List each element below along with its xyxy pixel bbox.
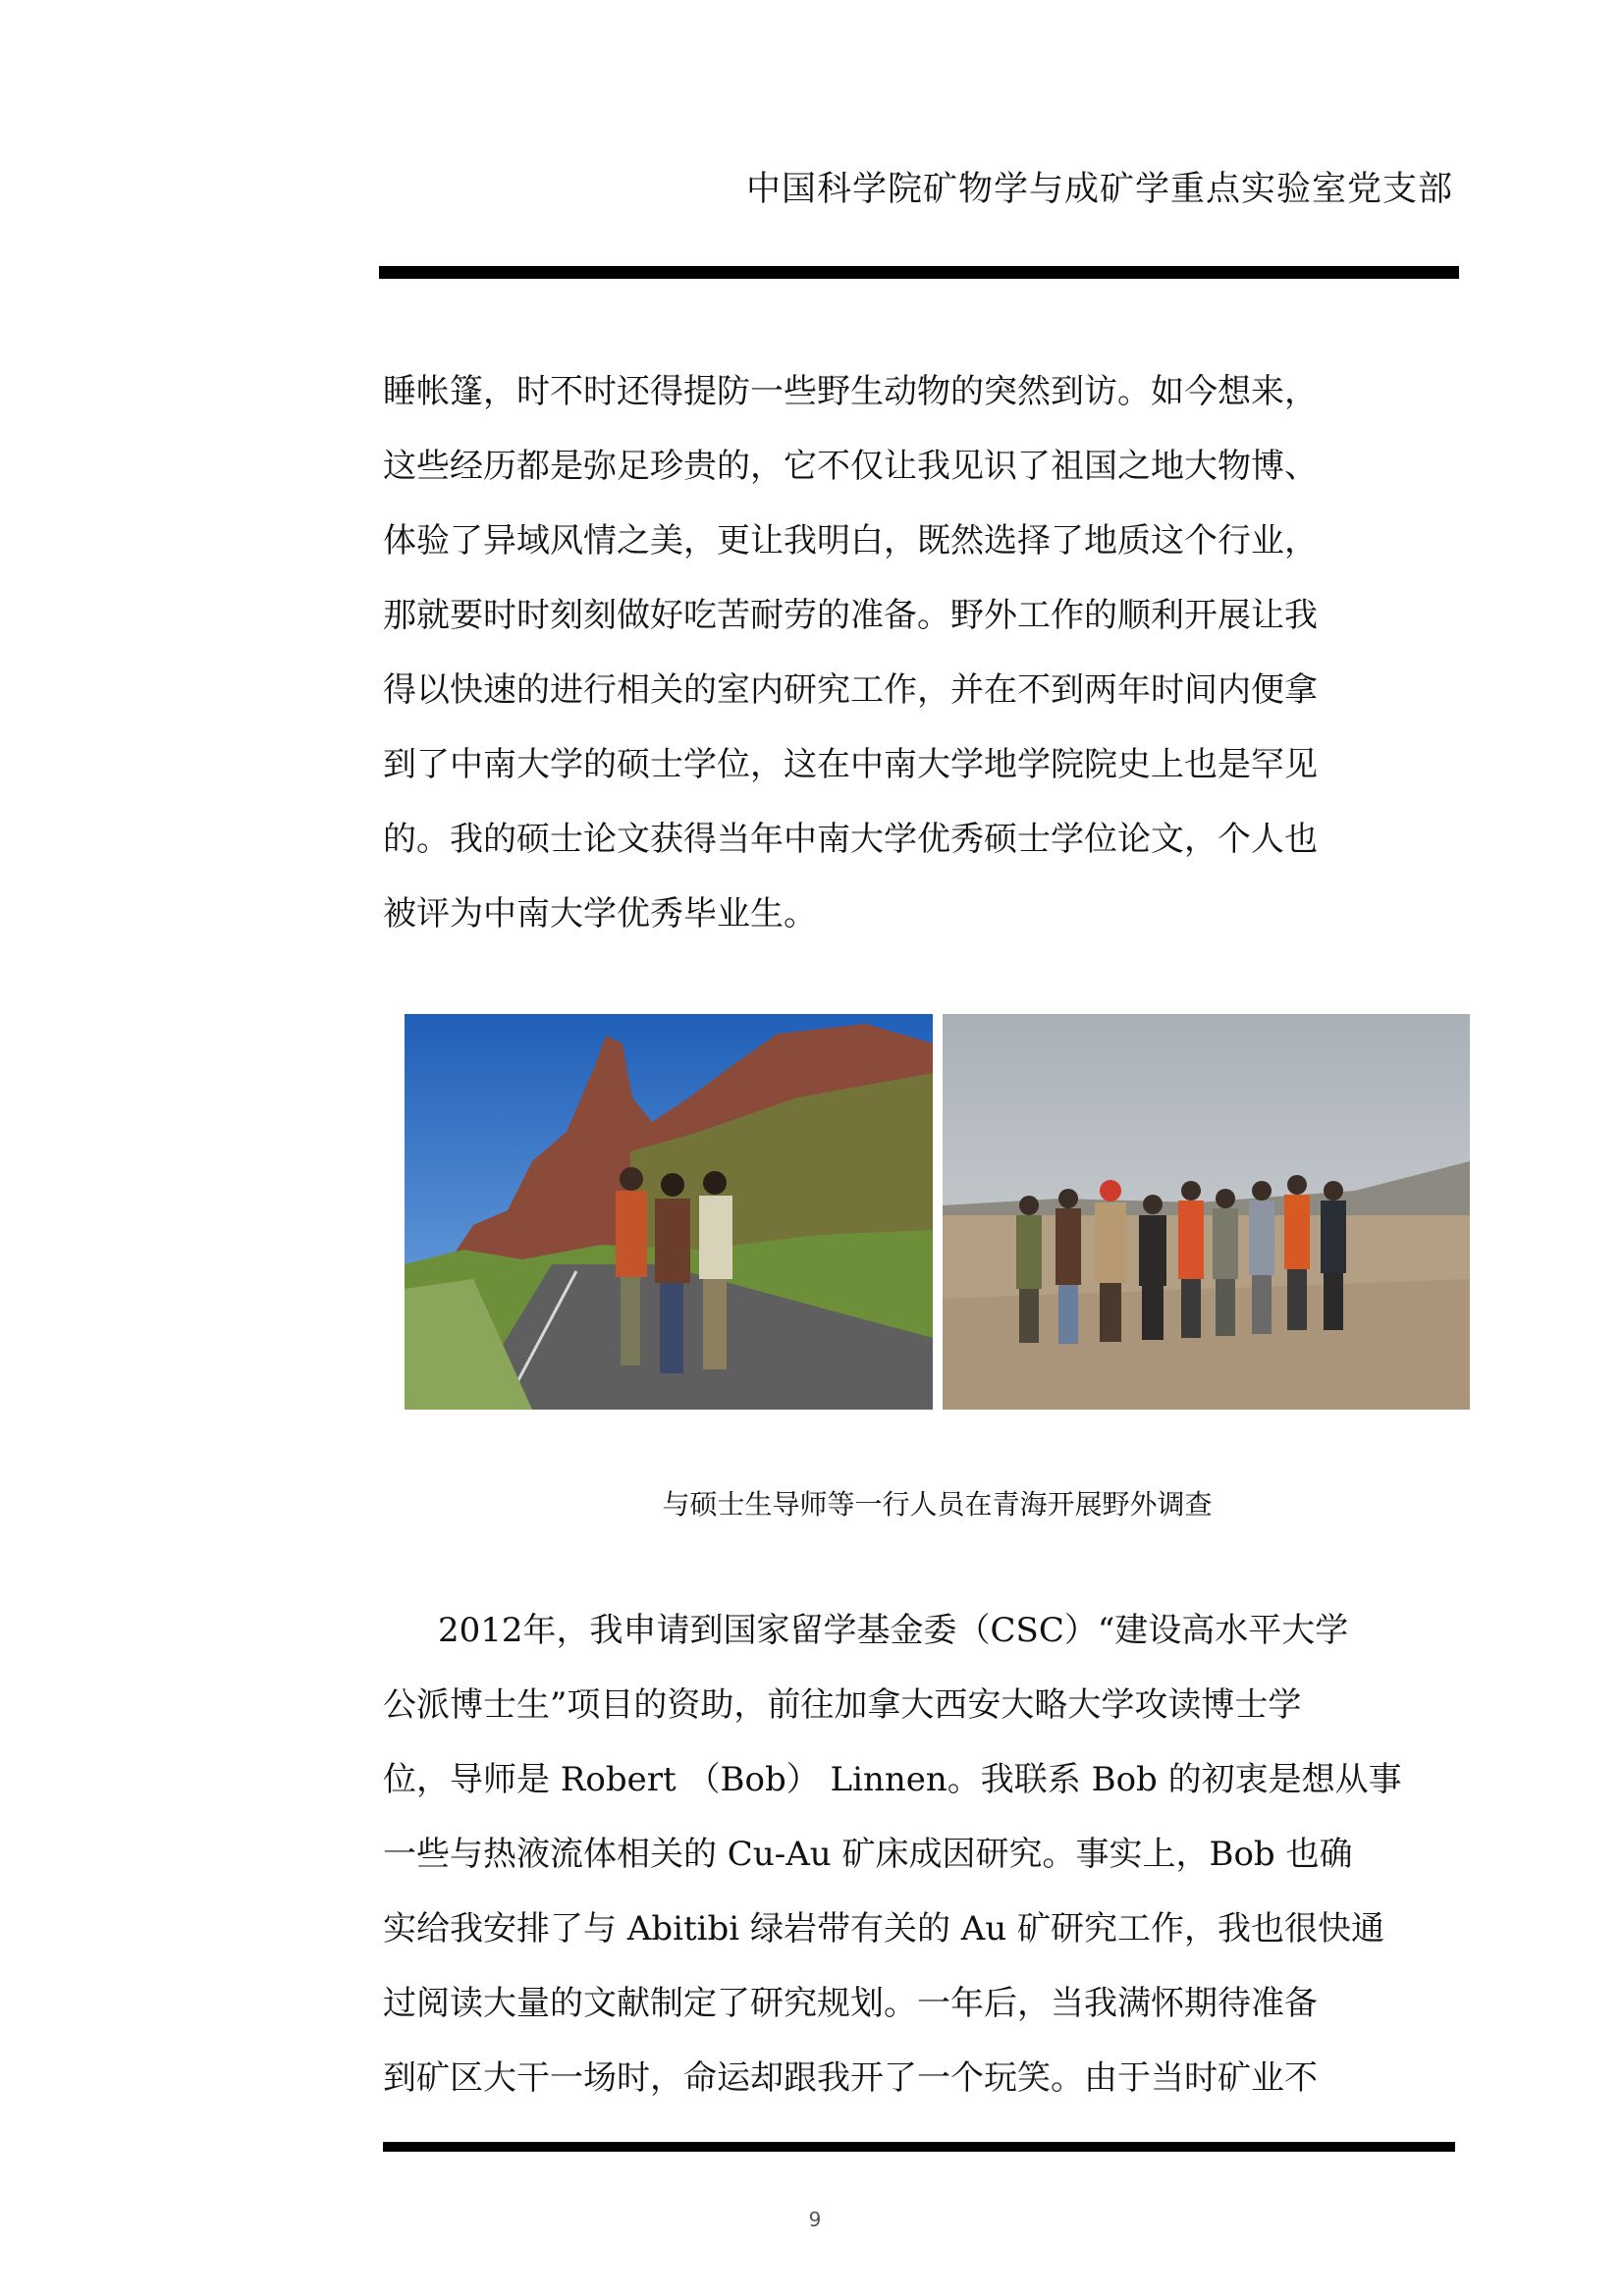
paragraph-2 [383,1593,1502,2115]
paragraph-line: 的。我的硕士论文获得当年中南大学优秀硕士学位论文，个人也 [383,820,1318,859]
paragraph-line: 这些经历都是弥足珍贵的，它不仅让我见识了祖国之地大物博、 [383,447,1318,486]
header-rule [379,266,1459,279]
paragraph-line: 到了中南大学的硕士学位，这在中南大学地学院院史上也是罕见 [383,745,1318,784]
paragraph-line: 2012年，我申请到国家留学基金委（CSC）“建设高水平大学 [438,1611,1349,1650]
field-photo-right [943,1014,1470,1410]
page-number: 9 [808,2208,822,2231]
paragraph-line: 实给我安排了与 Abitibi 绿岩带有关的 Au 矿研究工作，我也很快通 [383,1909,1385,1949]
paragraph-line: 一些与热液流体相关的 Cu-Au 矿床成因研究。事实上，Bob 也确 [383,1835,1353,1874]
paragraph-line: 那就要时时刻刻做好吃苦耐劳的准备。野外工作的顺利开展让我 [383,596,1318,635]
paragraph-line: 到矿区大干一场时，命运却跟我开了一个玩笑。由于当时矿业不 [383,2058,1318,2098]
paragraph-line: 被评为中南大学优秀毕业生。 [383,894,817,934]
paragraph-line: 位，导师是 Robert （Bob） Linnen。我联系 Bob 的初衷是想从事 [383,1760,1402,1799]
field-photo-left [405,1014,933,1410]
paragraph-line: 过阅读大量的文献制定了研究规划。一年后，当我满怀期待准备 [383,1984,1318,2023]
running-header-title: 中国科学院矿物学与成矿学重点实验室党支部 [745,170,1453,209]
paragraph-line: 得以快速的进行相关的室内研究工作，并在不到两年时间内便拿 [383,670,1318,710]
footer-rule [383,2142,1455,2152]
paragraph-1 [383,354,1502,951]
paragraph-line: 体验了异域风情之美，更让我明白，既然选择了地质这个行业， [383,521,1318,561]
figure-caption: 与硕士生导师等一行人员在青海开展野外调查 [662,1488,1213,1521]
paragraph-line: 公派博士生”项目的资助，前往加拿大西安大略大学攻读博士学 [383,1685,1302,1725]
paragraph-line: 睡帐篷，时不时还得提防一些野生动物的突然到访。如今想来， [383,372,1318,411]
